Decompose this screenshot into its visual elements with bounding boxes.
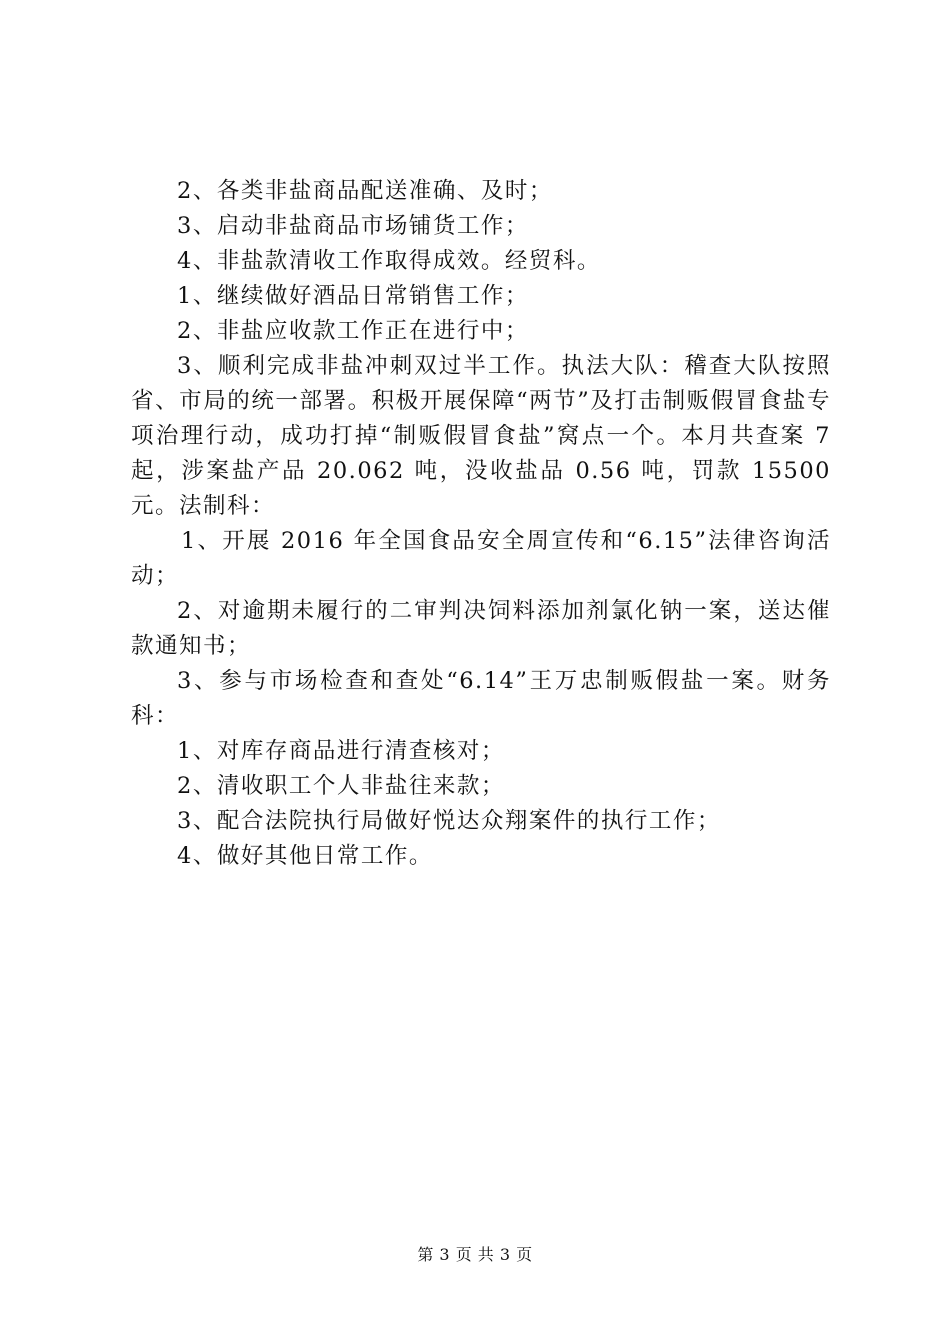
paragraph: 3、参与市场检查和查处“6.14”王万忠制贩假盐一案。财务科：: [131, 668, 831, 729]
paragraph: 2、各类非盐商品配送准确、及时；: [177, 178, 553, 204]
paragraph: 3、启动非盐商品市场铺货工作；: [177, 213, 529, 239]
paragraph: 2、非盐应收款工作正在进行中；: [177, 318, 529, 344]
paragraph: 1、开展 2016 年全国食品安全周宣传和“6.15”法律咨询活动；: [131, 528, 831, 589]
paragraph: 4、做好其他日常工作。: [177, 843, 433, 869]
paragraph: 3、配合法院执行局做好悦达众翔案件的执行工作；: [177, 808, 721, 834]
document-body: [131, 174, 831, 874]
paragraph: 1、对库存商品进行清查核对；: [177, 738, 505, 764]
paragraph: 2、清收职工个人非盐往来款；: [177, 773, 505, 799]
paragraph: 2、对逾期未履行的二审判决饲料添加剂氯化钠一案，送达催款通知书；: [131, 598, 831, 659]
paragraph: 3、顺利完成非盐冲刺双过半工作。执法大队：稽查大队按照省、市局的统一部署。积极开展保障“两节”及打击制贩假冒食盐专项治理行动，成功打掉“制贩假冒食盐”窝点一个。本月共查案 7 起，涉案盐产品 20.062 吨，没收盐品 0.56 吨，罚款 15500 元。法制科：: [131, 353, 831, 519]
paragraph: 4、非盐款清收工作取得成效。经贸科。: [177, 248, 601, 274]
paragraph: 1、继续做好酒品日常销售工作；: [177, 283, 529, 309]
page-number-footer: 第 3 页 共 3 页: [417, 1245, 533, 1264]
